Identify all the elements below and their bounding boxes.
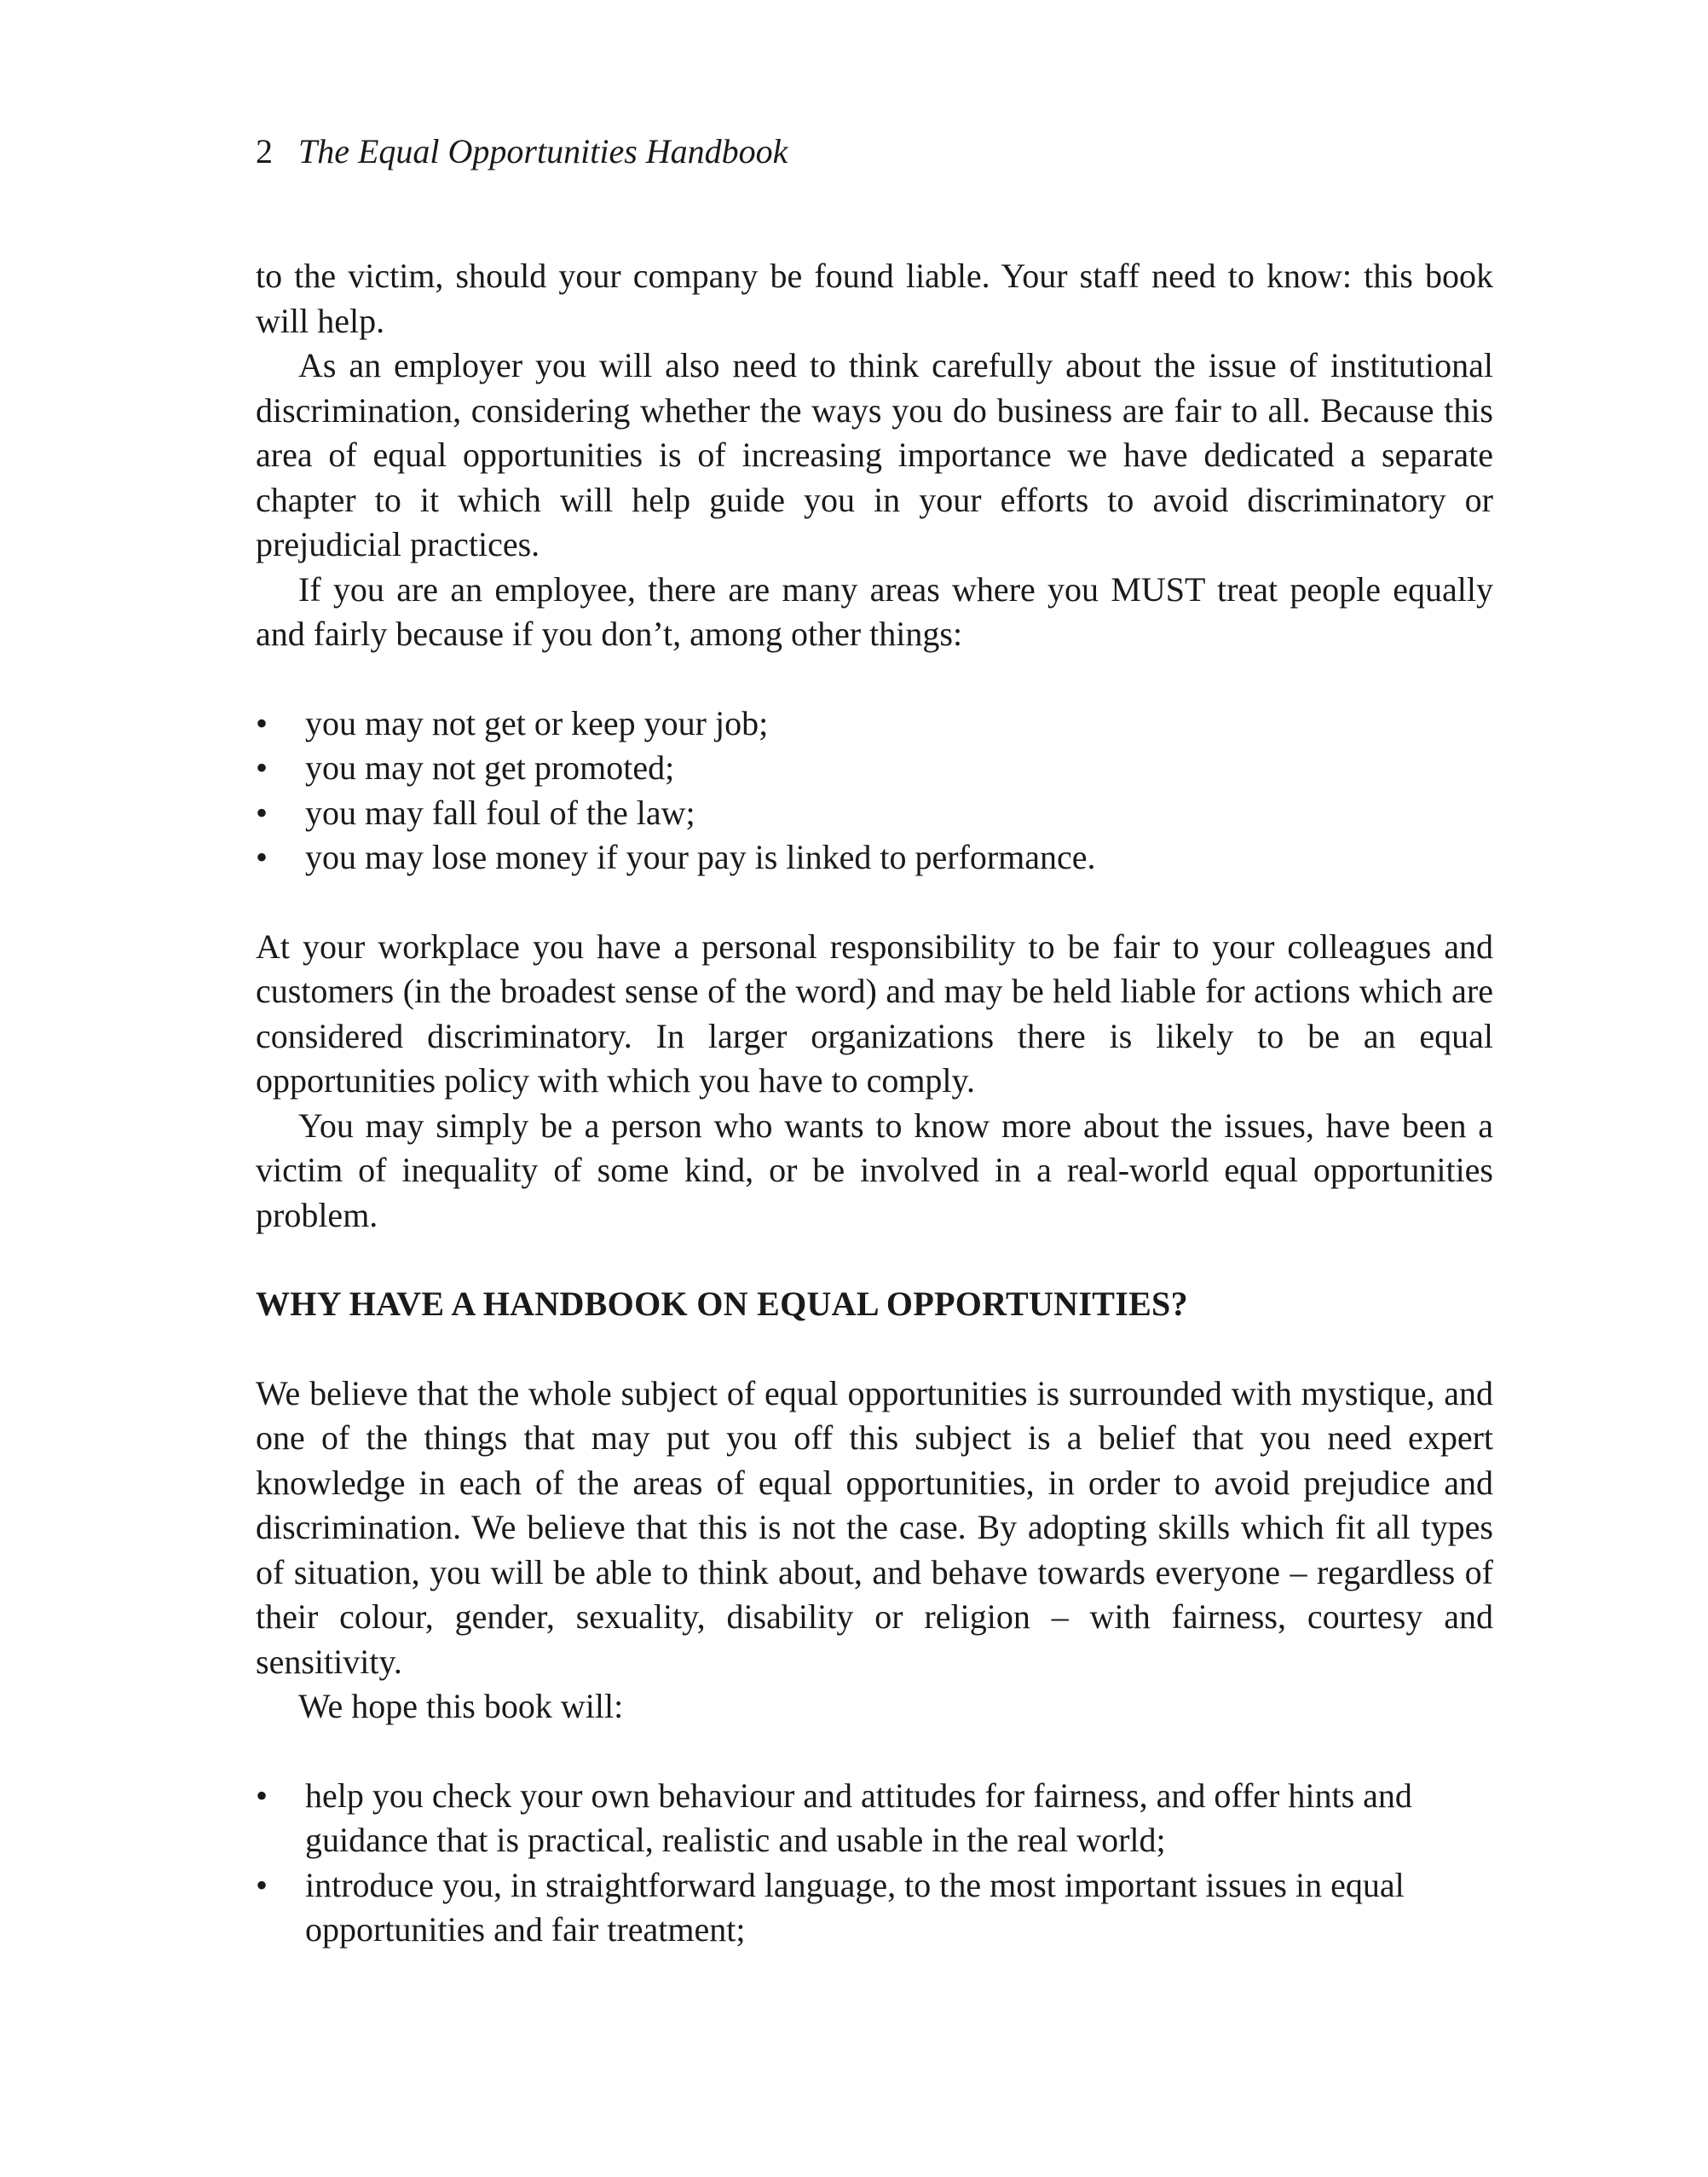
- book-goals-list: [256, 1774, 1493, 1953]
- book-page: [256, 128, 1493, 1997]
- paragraph-2: As an employer you will also need to think carefully about the issue of institutional discrimination, considering whether the ways you do business are fair to all. Because this area of equal opportunities is of increasing importance we have dedicated a separate chapter to it which will help guide you in your efforts to avoid discriminatory or prejudicial practices.: [256, 346, 1493, 563]
- paragraph-4: At your workplace you have a personal responsibility to be fair to your colleagues and customers (in the broadest sense of the word) and may be held liable for actions which are considered discriminatory. In larger organizations there is likely to be an equal opportunities policy with which you have to comply.: [256, 927, 1493, 1100]
- list-item: • you may lose money if your pay is linked to performance.: [256, 835, 1493, 881]
- list-item: • you may not get or keep your job;: [256, 702, 1493, 747]
- bullet-icon: •: [256, 703, 268, 742]
- employee-risks-list: [256, 702, 1493, 881]
- section-heading: WHY HAVE A HANDBOOK ON EQUAL OPPORTUNITIES?: [256, 1285, 1188, 1323]
- running-head: [256, 128, 1493, 176]
- list-item: • introduce you, in straightforward language, to the most important issues in equal opportunities and fair treatment;: [256, 1863, 1493, 1953]
- paragraph-1: to the victim, should your company be found liable. Your staff need to know: this book will help.: [256, 257, 1493, 340]
- list-item: • help you check your own behaviour and attitudes for fairness, and offer hints and guidance that is practical, realistic and usable in the real world;: [256, 1774, 1493, 1863]
- bullet-icon: •: [256, 1865, 268, 1904]
- list-item: • you may not get promoted;: [256, 746, 1493, 791]
- list-item: • you may fall foul of the law;: [256, 791, 1493, 836]
- bullet-icon: •: [256, 793, 268, 832]
- book-title: The Equal Opportunities Handbook: [298, 132, 788, 170]
- bullet-icon: •: [256, 1776, 268, 1815]
- bullet-icon: •: [256, 838, 268, 876]
- paragraph-6: We believe that the whole subject of equal opportunities is surrounded with mystique, and one of the things that may put you off this subject is a belief that you need expert knowledge in each of the areas of equal opportunities, in order to avoid prejudice and discrimination. We believe that this is not the case. By adopting skills which fit all types of situation, you will be able to think about, and behave towards everyone – regardless of their colour, gender, sexuality, disability or religion – with fairness, courtesy and sensitivity.: [256, 1373, 1493, 1681]
- bullet-icon: •: [256, 748, 268, 787]
- page-number: 2: [256, 132, 273, 170]
- paragraph-7: We hope this book will:: [298, 1687, 624, 1725]
- paragraph-3: If you are an employee, there are many areas where you MUST treat people equally and fairly because if you don’t, among other things:: [256, 569, 1493, 653]
- body-text: [256, 254, 1493, 1953]
- paragraph-5: You may simply be a person who wants to know more about the issues, have been a victim of inequality of some kind, or be involved in a real-world equal opportunities problem.: [256, 1106, 1493, 1234]
